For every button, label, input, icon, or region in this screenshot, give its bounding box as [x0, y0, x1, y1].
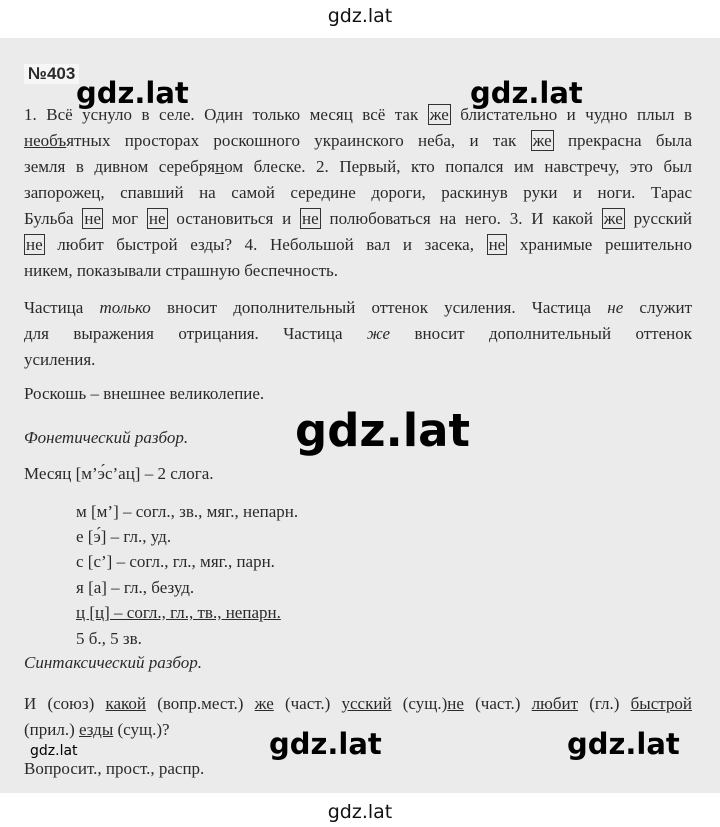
watermark-overlay: gdz.lat [269, 727, 382, 761]
luxury-definition: Роскошь – внешнее великолепие. [24, 384, 265, 403]
boxed-particle: не [148, 209, 166, 228]
watermark-top: gdz.lat [327, 5, 393, 27]
syntax-summary: Вопросит., прост., распр. [24, 759, 205, 778]
text-line-4: запорожец, спавший на самой середине дороги, раскинув руки и ноги. Тарас [24, 183, 692, 202]
particles-line-1: Частица только вносит дополнительный оттенок усиления. Частица не служит [24, 298, 692, 317]
exercise-text [24, 102, 692, 284]
phonetic-row: е [э́] – гл., уд. [76, 527, 172, 546]
phonetic-row: м [м’] – согл., зв., мяг., непарн. [76, 502, 299, 521]
text-line-3: земля в дивном серебряном блеске. 2. Первый, кто попался им навстречу, это был [24, 157, 693, 176]
boxed-particle: же [603, 209, 623, 228]
text-line-6: не любит быстрой езды? 4. Небольшой вал и засека, не хранимые решительно [26, 235, 692, 254]
watermark-overlay: gdz.lat [470, 76, 583, 110]
boxed-particle: же [532, 131, 552, 150]
task-number: №403 [24, 64, 79, 84]
phonetic-row: с [с’] – согл., гл., мяг., парн. [76, 552, 275, 571]
phonetic-word: Месяц [м’э́с’ац] – 2 слога. [24, 464, 214, 483]
text-line-2: необъятных просторах роскошного украинского неба, и так же прекрасна была [24, 131, 692, 150]
watermark-overlay: gdz.lat [76, 76, 189, 110]
particles-line-2: для выражения отрицания. Частица же вносит дополнительный оттенок [24, 324, 692, 343]
particles-explanation [24, 295, 692, 373]
syntax-title: Синтаксический разбор. [24, 653, 202, 672]
boxed-particle: же [429, 105, 449, 124]
watermark-overlay-small: gdz.lat [30, 743, 78, 759]
watermark-bottom: gdz.lat [327, 801, 393, 823]
text-line-7: никем, показывали страшную беспечность. [24, 261, 339, 280]
watermark-overlay: gdz.lat [295, 404, 471, 457]
boxed-particle: не [84, 209, 102, 228]
boxed-particle: не [26, 235, 43, 254]
phonetic-summary: 5 б., 5 зв. [76, 629, 142, 648]
text-line-5: Бульба не мог не остановиться и не полюбоваться на него. 3. И какой же русский [24, 209, 692, 228]
syntax-line-2: (прил.) езды (сущ.)? [24, 720, 170, 739]
watermark-overlay: gdz.lat [567, 727, 680, 761]
phonetic-row: ц [ц] – согл., гл., тв., непарн. [76, 603, 281, 622]
syntax-line-1: И (союз) какой (вопр.мест.) же (част.) усский (сущ.)не (част.) любит (гл.) быстрой [24, 694, 692, 713]
phonetic-title: Фонетический разбор. [24, 428, 189, 447]
text-line-1: 1. Всё уснуло в селе. Один только месяц всё так же блистательно и чудно плыл в [24, 105, 692, 124]
phonetic-row: я [а] – гл., безуд. [76, 578, 195, 597]
particles-line-3: усиления. [24, 350, 96, 369]
boxed-particle: не [488, 235, 506, 254]
boxed-particle: не [302, 209, 319, 228]
